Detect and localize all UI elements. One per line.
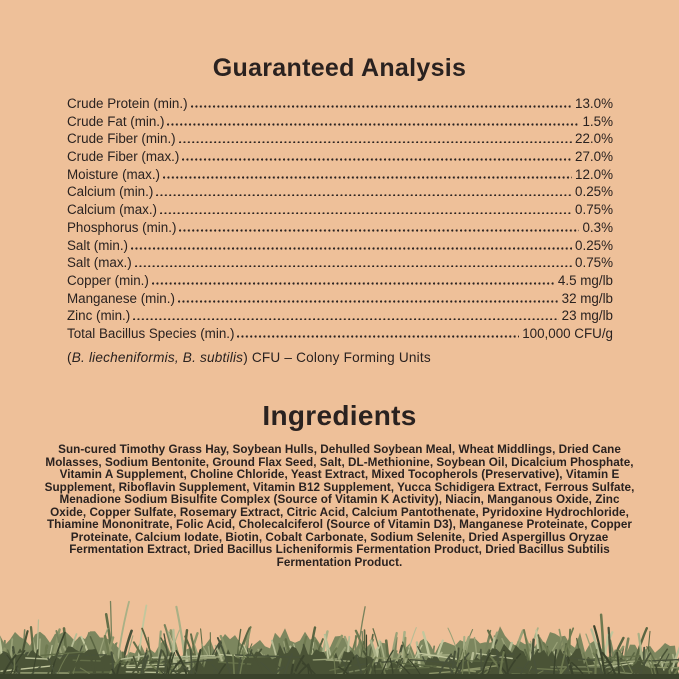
analysis-label: Total Bacillus Species (min.) (67, 325, 235, 341)
analysis-row (67, 148, 613, 166)
analysis-label: Crude Fiber (max.) (67, 149, 180, 165)
analysis-row (67, 166, 613, 184)
analysis-value: 0.25% (575, 184, 613, 200)
analysis-row (67, 254, 613, 272)
analysis-row (67, 183, 613, 201)
dot-leader (163, 176, 572, 179)
analysis-label: Crude Fat (min.) (67, 113, 165, 129)
analysis-value: 0.25% (575, 237, 613, 253)
analysis-value: 0.75% (575, 202, 613, 218)
analysis-value: 12.0% (575, 166, 613, 182)
analysis-row (67, 95, 613, 113)
dot-leader (237, 335, 519, 338)
analysis-row (67, 201, 613, 219)
dot-leader (133, 318, 558, 321)
dot-leader (178, 300, 559, 303)
analysis-row (67, 113, 613, 131)
analysis-value: 32 mg/lb (561, 290, 613, 306)
dot-leader (156, 194, 572, 197)
analysis-row (67, 307, 613, 325)
analysis-value: 1.5% (582, 113, 613, 129)
analysis-value: 27.0% (575, 149, 613, 165)
footnote-suffix: ) CFU – Colony Forming Units (243, 350, 431, 365)
analysis-label: Zinc (min.) (67, 308, 131, 324)
footnote-prefix: ( (67, 350, 72, 365)
analysis-row (67, 237, 613, 255)
analysis-label: Manganese (min.) (67, 290, 175, 306)
dot-leader (182, 158, 572, 161)
analysis-value: 100,000 CFU/g (522, 325, 613, 341)
analysis-value: 13.0% (575, 96, 613, 111)
analysis-label: Calcium (min.) (67, 184, 154, 200)
analysis-value: 22.0% (575, 131, 613, 147)
dot-leader (179, 229, 579, 232)
analysis-row (67, 130, 613, 148)
dot-leader (191, 105, 572, 108)
analysis-label: Moisture (max.) (67, 166, 161, 182)
cfu-footnote (67, 350, 431, 365)
analysis-label: Salt (max.) (67, 255, 132, 271)
analysis-row (67, 219, 613, 237)
analysis-label: Phosphorus (min.) (67, 219, 177, 235)
dot-leader (131, 247, 572, 250)
analysis-label: Crude Protein (min.) (67, 96, 188, 111)
analysis-row (67, 325, 613, 343)
ingredients-title: Ingredients (262, 400, 417, 431)
hay-grass-photo (0, 591, 679, 679)
guaranteed-analysis-table (67, 95, 613, 343)
analysis-row (67, 272, 613, 290)
footnote-species-italic: B. liecheniformis, B. subtilis (71, 350, 244, 365)
guaranteed-analysis-title: Guaranteed Analysis (212, 54, 467, 82)
dot-leader (179, 141, 572, 144)
analysis-label: Copper (min.) (67, 272, 149, 288)
dot-leader (152, 282, 555, 285)
analysis-value: 4.5 mg/lb (557, 272, 613, 288)
analysis-label: Salt (min.) (67, 237, 129, 253)
analysis-row (67, 290, 613, 308)
dot-leader (167, 123, 579, 126)
analysis-label: Crude Fiber (min.) (67, 131, 176, 147)
ingredients-text: Sun-cured Timothy Grass Hay, Soybean Hulls, Dehulled Soybean Meal, Wheat Middlings, Dried Cane Molasses, Sodium Bentonite, Ground Flax Seed, Salt, DL-Methionine, Soybean Oil, Dicalcium Phosphate, Vitamin A Supplement, Choline Chloride, Yeast Extract, Mixed Tocopherols (Preservative), Vitamin E Supplement, Riboflavin Supplement, Vitamin B12 Supplement, Yucca Schidigera Extract, Ferrous Sulfate, Menadione Sodium Bisulfite Complex (Source of Vitamin K Activity), Niacin, Manganous Oxide, Zinc Oxide, Copper Sulfate, Rosemary Extract, Citric Acid, Calcium Pantothenate, Pyridoxine Hydrochloride, Thiamine Mononitrate, Folic Acid, Cholecalciferol (Source of Vitamin D3), Manganese Proteinate, Copper Proteinate, Calcium Iodate, Biotin, Cobalt Carbonate, Sodium Selenite, Dried Aspergillus Oryzae Fermentation Extract, Dried Bacillus Licheniformis Fermentation Product, Dried Bacillus Subtilis Fermentation Product. (44, 443, 635, 569)
analysis-value: 0.75% (575, 255, 613, 271)
dot-leader (135, 265, 572, 268)
analysis-label: Calcium (max.) (67, 202, 158, 218)
dot-leader (160, 212, 572, 215)
analysis-value: 23 mg/lb (561, 308, 613, 324)
analysis-value: 0.3% (582, 219, 613, 235)
